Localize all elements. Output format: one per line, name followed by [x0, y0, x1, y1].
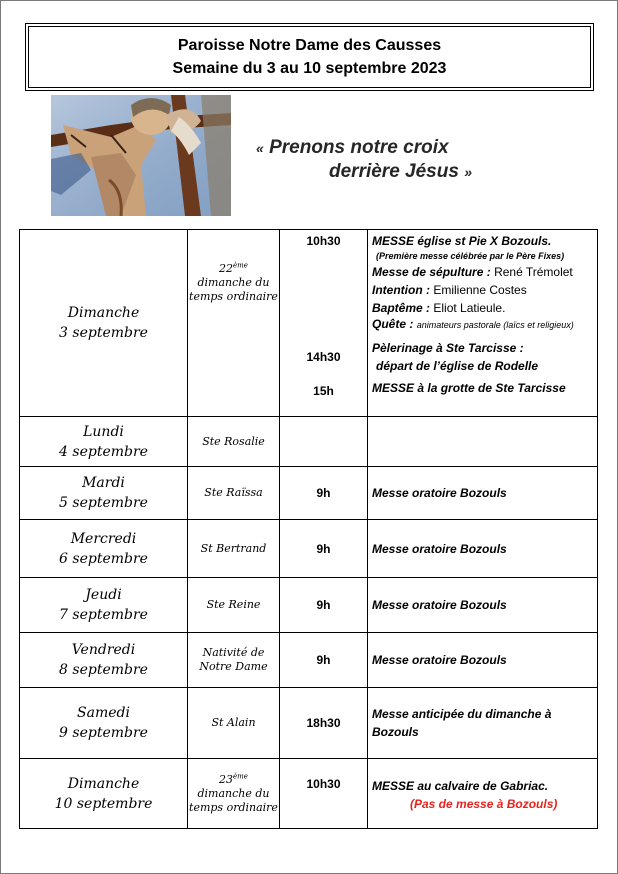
day-cell: Mercredi 6 septembre — [20, 520, 188, 578]
day-cell: Jeudi 7 septembre — [20, 578, 188, 633]
parish-title: Paroisse Notre Dame des Causses — [177, 37, 442, 54]
day-cell: Samedi 9 septembre — [20, 688, 188, 759]
schedule-table — [19, 229, 598, 829]
desc-cell — [368, 417, 598, 467]
table-row — [20, 688, 598, 759]
table-row — [20, 520, 598, 578]
day-cell: Vendredi 8 septembre — [20, 633, 188, 688]
quote-close-mark: » — [464, 164, 472, 180]
day-cell: Lundi 4 septembre — [20, 417, 188, 467]
feast-cell: 22ème dimanche du temps ordinaire — [188, 230, 280, 417]
time-cell: 9h — [280, 520, 368, 578]
desc-cell: MESSE église st Pie X Bozouls. (Première messe célébrée par le Père Fixes) Messe de sépulture : René Trémolet Intention : Emilienne Costes Baptême : Eliot Latieule. Quête : animateurs pastorale (laïcs et religieux) Pèlerinage à Ste Tarcisse : départ de l’église de Rodelle MESSE à la grotte de Ste Tarcisse — [368, 230, 598, 417]
table-row — [20, 467, 598, 520]
feast-cell: Ste Reine — [188, 578, 280, 633]
time-cell: 10h30 — [280, 759, 368, 829]
day-date: 3 septembre — [59, 325, 148, 341]
table-row — [20, 633, 598, 688]
day-cell: Dimanche 10 septembre — [20, 759, 188, 829]
time-cell — [280, 417, 368, 467]
crucifixion-image — [51, 95, 231, 216]
day-cell — [20, 230, 188, 417]
desc-cell: Messe oratoire Bozouls — [368, 578, 598, 633]
time-cell: 9h — [280, 578, 368, 633]
day-cell: Mardi 5 septembre — [20, 467, 188, 520]
time-cell: 9h — [280, 467, 368, 520]
desc-cell: Messe anticipée du dimanche à Bozouls — [368, 688, 598, 759]
quote — [256, 136, 556, 184]
quote-line1: Prenons notre croix — [269, 137, 449, 158]
feast-cell: St Bertrand — [188, 520, 280, 578]
desc-cell: Messe oratoire Bozouls — [368, 633, 598, 688]
quote-line2: derrière Jésus — [329, 161, 459, 182]
desc-cell: Messe oratoire Bozouls — [368, 467, 598, 520]
crucifixion-painting-icon — [51, 95, 231, 216]
table-row — [20, 417, 598, 467]
feast-cell: Ste Rosalie — [188, 417, 280, 467]
day-name: Dimanche — [67, 305, 140, 321]
feast-cell: St Alain — [188, 688, 280, 759]
feast-cell: Ste Raïssa — [188, 467, 280, 520]
table-row — [20, 578, 598, 633]
table-row — [20, 759, 598, 829]
title-box — [28, 26, 591, 88]
time-cell: 9h — [280, 633, 368, 688]
quote-open-mark: « — [256, 140, 264, 156]
feast-cell: 23ème dimanche du temps ordinaire — [188, 759, 280, 829]
feast-cell: Nativité de Notre Dame — [188, 633, 280, 688]
desc-cell: Messe oratoire Bozouls — [368, 520, 598, 578]
no-mass-note: (Pas de messe à Bozouls) — [410, 797, 558, 811]
week-title: Semaine du 3 au 10 septembre 2023 — [172, 60, 447, 77]
time-cell: 18h30 — [280, 688, 368, 759]
table-row — [20, 230, 598, 417]
feast-text: dimanche du temps ordinaire — [189, 276, 278, 303]
time-cell: 10h30 14h30 15h — [280, 230, 368, 417]
desc-cell: MESSE au calvaire de Gabriac. (Pas de messe à Bozouls) — [368, 759, 598, 829]
